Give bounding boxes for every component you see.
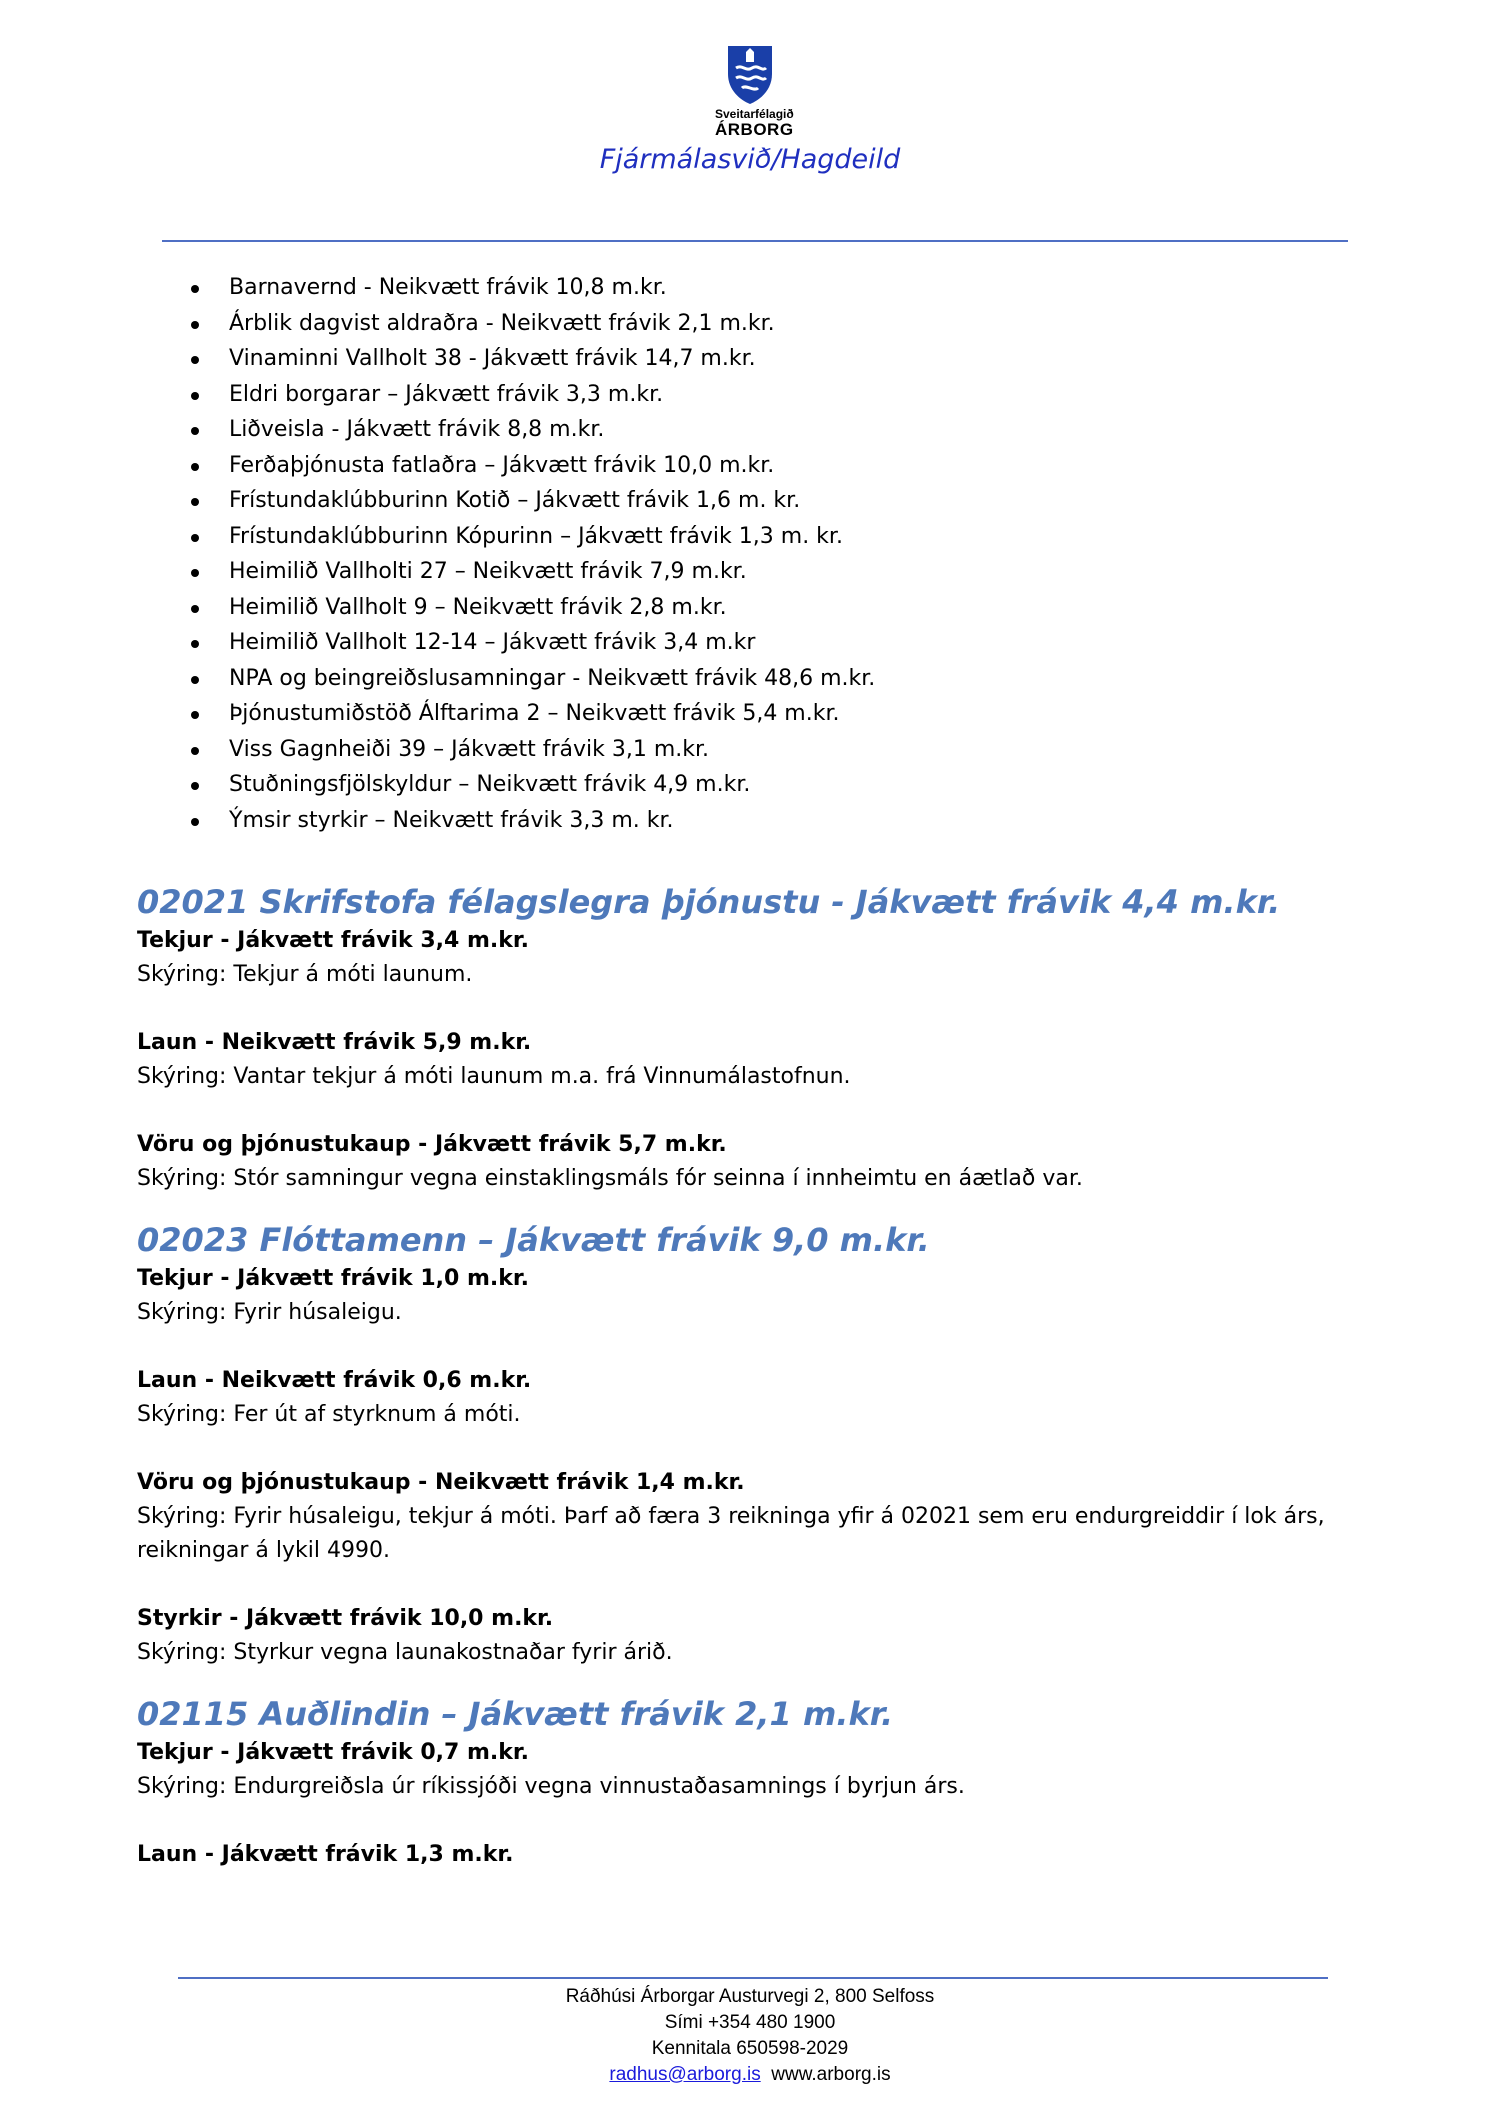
list-item (182, 342, 875, 378)
bullet-dot (191, 356, 199, 364)
item-explanation: Skýring: Fyrir húsaleigu, tekjur á móti. Þarf að færa 3 reikninga yfir á 02021 sem eru endurgreiddir í lok árs, (137, 1504, 1325, 1529)
footer-contact (0, 2062, 1500, 2088)
footer-address: Ráðhúsi Árborgar Austurvegi 2, 800 Selfoss (565, 1986, 935, 2007)
list-item-text: Heimilið Vallholti 27 – Neikvætt frávik 7,9 m.kr. (229, 559, 747, 584)
list-item-text: Vinaminni Vallholt 38 - Jákvætt frávik 14,7 m.kr. (229, 346, 756, 371)
bullet-dot (191, 818, 199, 826)
list-item-text: Ýmsir styrkir – Neikvætt frávik 3,3 m. kr. (229, 807, 674, 833)
bullet-dot (191, 534, 199, 542)
bullet-dot (191, 676, 199, 684)
bullet-dot (191, 498, 199, 506)
list-item-text: Eldri borgarar – Jákvætt frávik 3,3 m.kr. (229, 381, 664, 407)
department-title: Fjármálasvið/Hagdeild (599, 144, 901, 175)
bullet-dot (191, 285, 199, 293)
bullet-dot (191, 463, 199, 471)
item-heading: Laun - Neikvætt frávik 5,9 m.kr. (137, 1030, 532, 1055)
list-item-text: Árblik dagvist aldraðra - Neikvætt frávik 2,1 m.kr. (229, 310, 775, 336)
header-divider (162, 240, 1348, 242)
list-item (182, 555, 875, 591)
bullet-dot (191, 747, 199, 755)
list-item (182, 271, 875, 307)
bullet-dot (191, 569, 199, 577)
list-item (182, 520, 875, 556)
item-explanation: Skýring: Vantar tekjur á móti launum m.a. frá Vinnumálastofnun. (137, 1064, 851, 1089)
list-item-text: Liðveisla - Jákvætt frávik 8,8 m.kr. (229, 417, 605, 442)
item-explanation: Skýring: Fyrir húsaleigu. (137, 1300, 402, 1325)
item-heading: Vöru og þjónustukaup - Neikvætt frávik 1,4 m.kr. (137, 1470, 745, 1495)
item-explanation-cont: reikningar á lykil 4990. (137, 1538, 390, 1563)
list-item-text: Heimilið Vallholt 9 – Neikvætt frávik 2,8 m.kr. (229, 594, 727, 620)
item-heading: Laun - Neikvætt frávik 0,6 m.kr. (137, 1368, 532, 1393)
list-item-text: Heimilið Vallholt 12-14 – Jákvætt frávik 3,4 m.kr (229, 630, 756, 655)
list-item (182, 768, 875, 804)
list-item (182, 626, 875, 662)
item-heading: Laun - Jákvætt frávik 1,3 m.kr. (137, 1842, 514, 1867)
item-explanation: Skýring: Fer út af styrknum á móti. (137, 1402, 521, 1427)
footer-kennitala: Kennitala 650598-2029 (651, 2038, 849, 2059)
item-heading: Tekjur - Jákvætt frávik 3,4 m.kr. (137, 928, 529, 953)
bullet-dot (191, 427, 199, 435)
bullet-dot (191, 782, 199, 790)
item-heading: Vöru og þjónustukaup - Jákvætt frávik 5,7 m.kr. (137, 1132, 727, 1157)
bullet-dot (191, 711, 199, 719)
item-heading: Styrkir - Jákvætt frávik 10,0 m.kr. (137, 1606, 554, 1631)
bullet-dot (191, 392, 199, 400)
main-content (137, 880, 1377, 1872)
list-item (182, 378, 875, 414)
list-item (182, 307, 875, 343)
list-item-text: Þjónustumiðstöð Álftarima 2 – Neikvætt frávik 5,4 m.kr. (229, 701, 840, 726)
shield-icon (726, 44, 774, 106)
bullet-list (182, 271, 875, 839)
section-title: 02023 Flóttamenn – Jákvætt frávik 9,0 m.kr. (137, 1221, 930, 1259)
list-item-text: Barnavernd - Neikvætt frávik 10,8 m.kr. (229, 275, 667, 300)
bullet-dot (191, 605, 199, 613)
page-footer (0, 1984, 1500, 2088)
item-explanation: Skýring: Endurgreiðsla úr ríkissjóði vegna vinnustaðasamnings í byrjun árs. (137, 1774, 965, 1799)
list-item-text: Ferðaþjónusta fatlaðra – Jákvætt frávik 10,0 m.kr. (229, 452, 775, 478)
item-heading: Tekjur - Jákvætt frávik 1,0 m.kr. (137, 1266, 529, 1291)
page-header (0, 44, 1500, 175)
footer-phone: Sími +354 480 1900 (664, 2012, 836, 2033)
list-item (182, 484, 875, 520)
list-item-text: NPA og beingreiðslusamningar - Neikvætt frávik 48,6 m.kr. (229, 665, 876, 691)
list-item (182, 413, 875, 449)
section-title: 02021 Skrifstofa félagslegra þjónustu - Jákvætt frávik 4,4 m.kr. (137, 883, 1281, 921)
list-item-text: Frístundaklúbburinn Kópurinn – Jákvætt frávik 1,3 m. kr. (229, 523, 843, 549)
section-title: 02115 Auðlindin – Jákvætt frávik 2,1 m.kr. (137, 1695, 894, 1733)
logo-big-text: ÁRBORG (715, 120, 794, 139)
footer-divider (178, 1977, 1328, 1979)
list-item (182, 697, 875, 733)
arborg-logo (715, 44, 794, 139)
item-explanation: Skýring: Styrkur vegna launakostnaðar fyrir árið. (137, 1640, 673, 1665)
logo-small-text: Sveitarfélagið (715, 107, 794, 121)
email-link[interactable]: radhus@arborg.is (609, 2064, 761, 2085)
list-item-text: Viss Gagnheiði 39 – Jákvætt frávik 3,1 m.kr. (229, 736, 710, 762)
item-heading: Tekjur - Jákvætt frávik 0,7 m.kr. (137, 1740, 529, 1765)
item-explanation: Skýring: Tekjur á móti launum. (137, 962, 473, 987)
list-item (182, 804, 875, 840)
list-item (182, 591, 875, 627)
bullet-dot (191, 640, 199, 648)
list-item-text: Frístundaklúbburinn Kotið – Jákvætt frávik 1,6 m. kr. (229, 488, 801, 513)
list-item (182, 449, 875, 485)
bullet-dot (191, 321, 199, 329)
list-item (182, 662, 875, 698)
list-item (182, 733, 875, 769)
list-item-text: Stuðningsfjölskyldur – Neikvætt frávik 4,9 m.kr. (229, 772, 751, 797)
website-text: www.arborg.is (771, 2064, 891, 2085)
item-explanation: Skýring: Stór samningur vegna einstaklingsmáls fór seinna í innheimtu en áætlað var. (137, 1166, 1083, 1191)
